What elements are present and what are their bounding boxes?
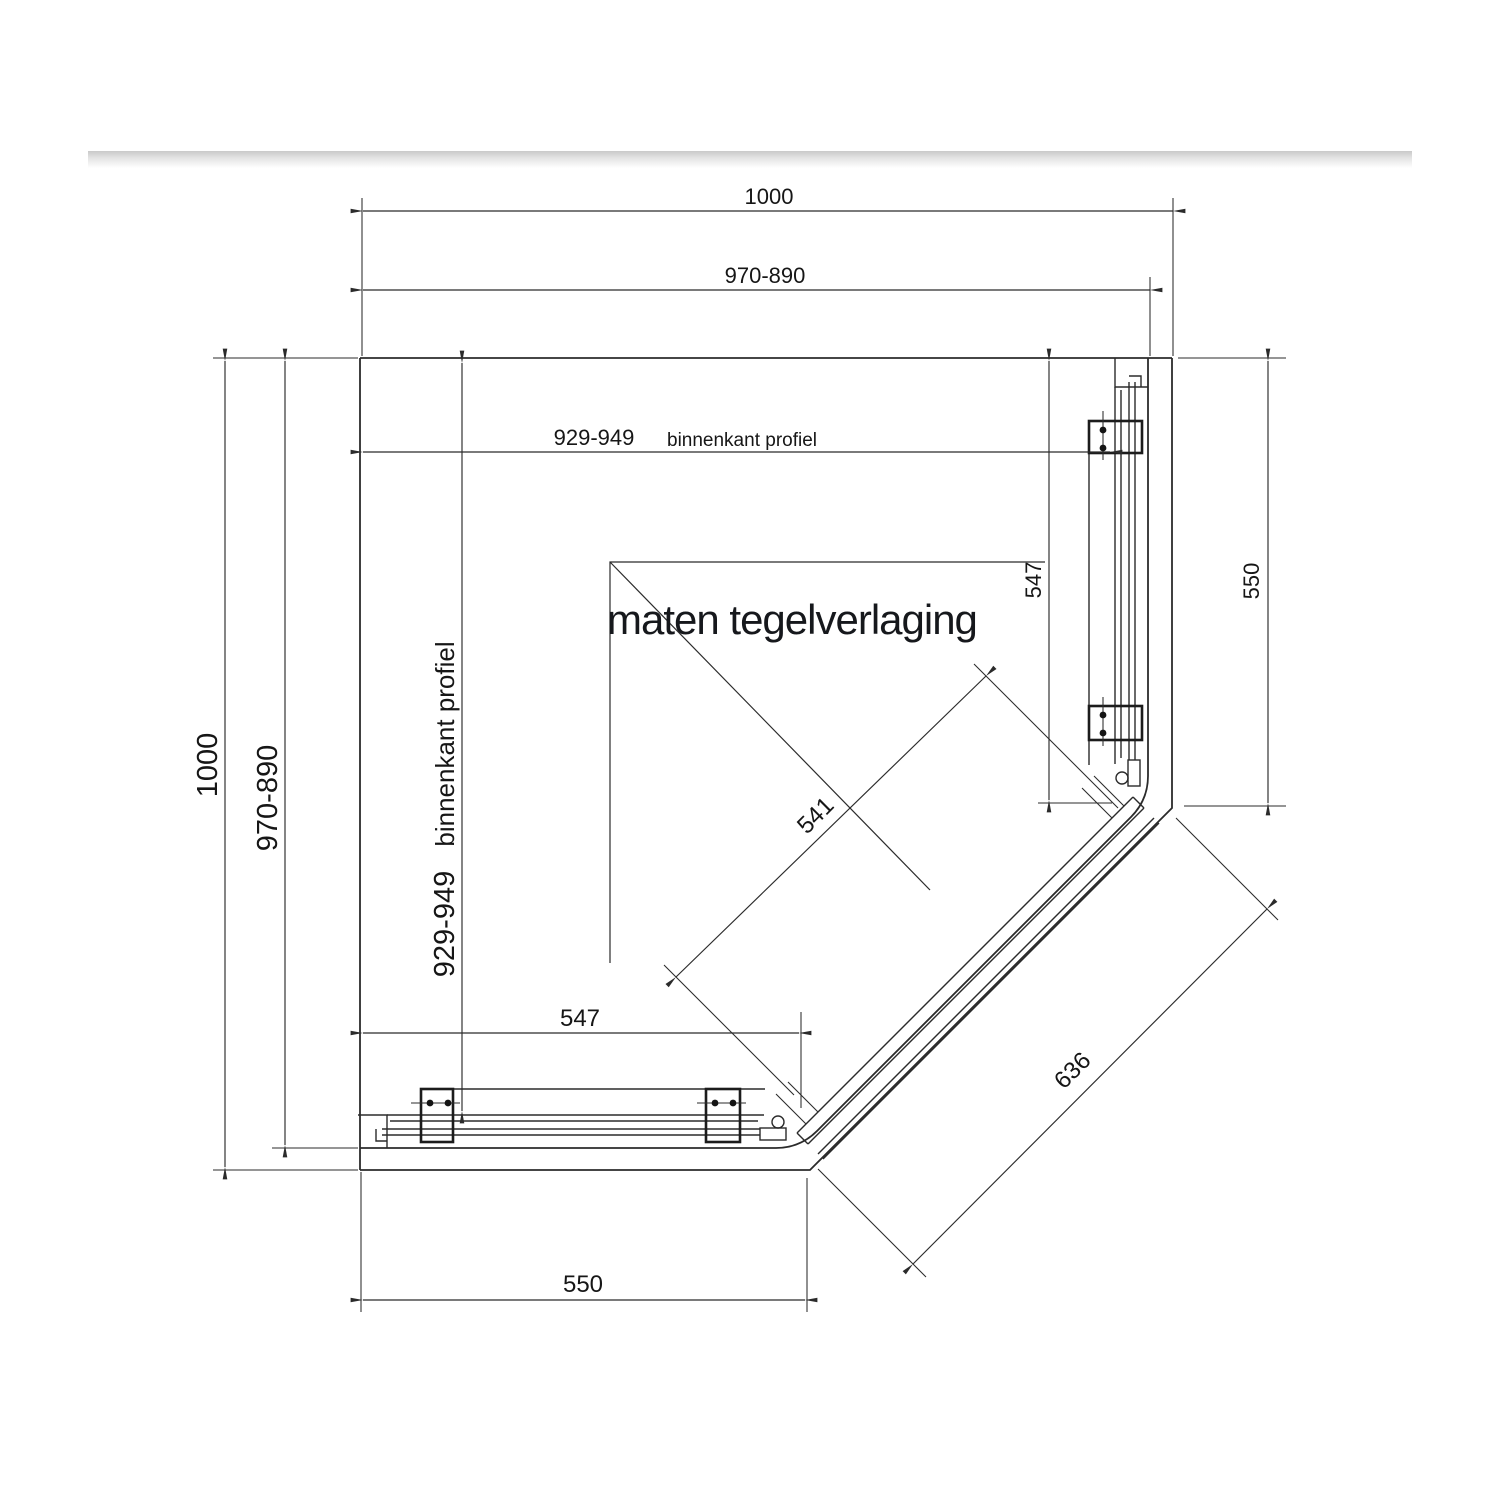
dim-line-diagonal-wall [913, 909, 1267, 1264]
dim-left-inner-value-label: 929-949 [429, 870, 461, 978]
drawing-title: maten tegelverlaging [607, 596, 977, 643]
bottom-wall-profile [358, 1115, 387, 1148]
dim-line-door [676, 676, 986, 977]
door-leaf-line-a [797, 797, 1133, 1133]
dim-bottom-wall-label: 550 [562, 1271, 604, 1298]
dim-right-panel-label: 547 [1021, 561, 1046, 599]
title-annotation [607, 562, 1045, 963]
right-hinge-pivot [1116, 772, 1128, 784]
dim-bottom-panel-label: 547 [559, 1005, 601, 1032]
bolt-dot [445, 1100, 452, 1107]
bolt-dot [1100, 730, 1107, 737]
bolt-dot [1100, 445, 1107, 452]
bottom-hinge-plate [760, 1128, 786, 1140]
dim-top-inner-value-label: 929-949 [553, 425, 635, 450]
dim-diagonal-wall-label: 636 [1048, 1046, 1097, 1095]
dim-top-inner-note-label: binnenkant profiel [667, 430, 817, 451]
door-rail-line-b [823, 823, 1159, 1159]
bolt-dot [1100, 712, 1107, 719]
door-rail-line-a [818, 818, 1154, 1154]
dim-left-adjustment-label: 970-890 [252, 744, 284, 852]
right-wall-profile [1115, 358, 1148, 387]
door-leaf-line-b [808, 808, 1144, 1144]
tray-outline [360, 358, 1172, 1170]
dim-left-overall-label: 1000 [192, 732, 224, 798]
dim-top-overall-label: 1000 [744, 184, 794, 209]
dim-top-adjustment-label: 970-890 [724, 263, 806, 288]
sliding-door [776, 776, 1159, 1159]
wall-outer-edge [360, 358, 1172, 1170]
ext-line [664, 965, 794, 1095]
ext-line [818, 1169, 926, 1277]
dimension-lines [213, 198, 1286, 1312]
door-roller-tick [1094, 776, 1124, 806]
bolt-dot [427, 1100, 434, 1107]
bolt-dot [712, 1100, 719, 1107]
ext-line [974, 664, 1118, 808]
fixed-panel-right [1089, 358, 1148, 786]
bottom-hinge-pivot [772, 1116, 784, 1128]
dim-door-label: 541 [791, 791, 840, 840]
fixed-panel-bottom [358, 1089, 786, 1148]
right-hinge-plate [1128, 760, 1140, 786]
dim-left-inner-note-label: binnenkant profiel [430, 641, 460, 847]
bolt-dot [730, 1100, 737, 1107]
dim-right-wall-label: 550 [1239, 562, 1264, 600]
door-roller-tick [788, 1082, 818, 1112]
bolt-dot [1100, 427, 1107, 434]
header-divider-band [88, 151, 1412, 168]
ext-line [1176, 818, 1278, 920]
wall-inner-edge [360, 358, 1148, 1148]
